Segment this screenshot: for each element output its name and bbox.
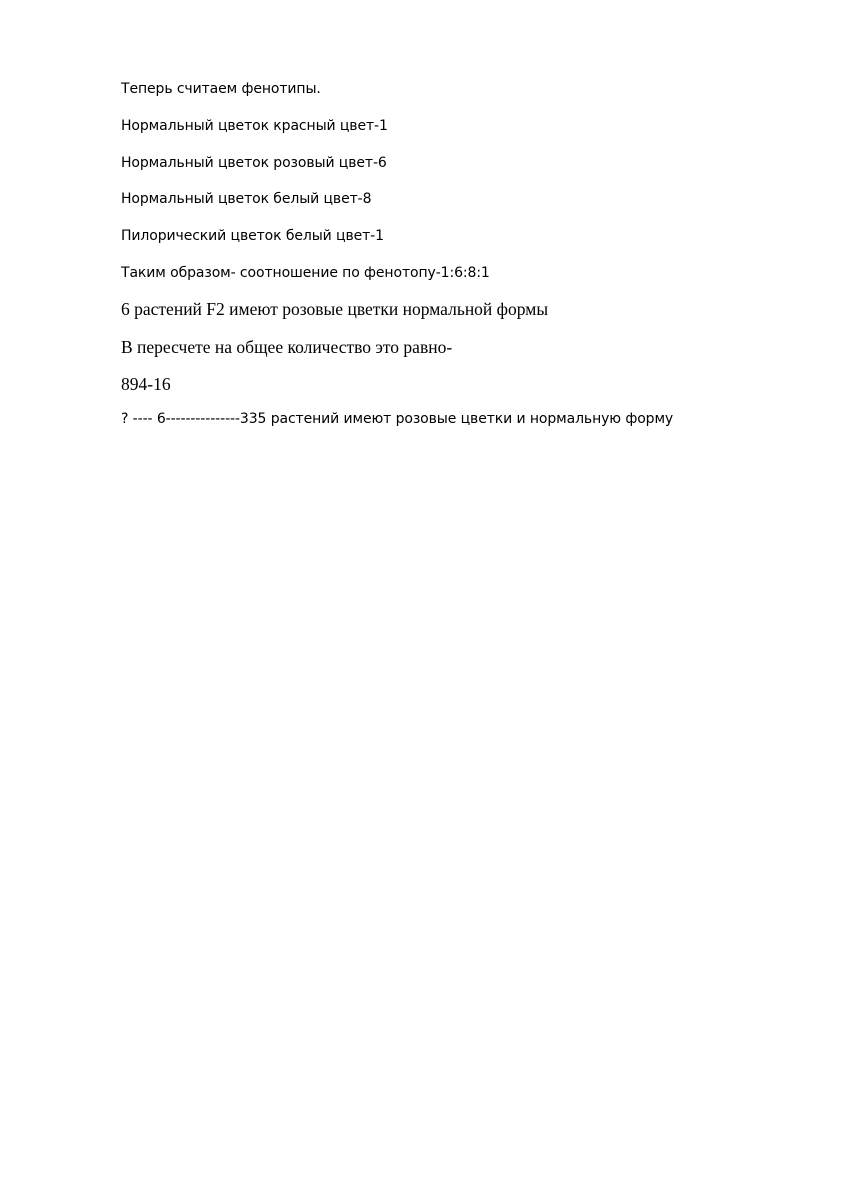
text-line-normal-red: Нормальный цветок красный цвет-1 xyxy=(121,118,388,134)
text-line-pyloric-white: Пилорический цветок белый цвет-1 xyxy=(121,228,384,244)
text-line-f2-pink-plants: 6 растений F2 имеют розовые цветки нормальной формы xyxy=(121,299,549,319)
text-line-normal-pink: Нормальный цветок розовый цвет-6 xyxy=(121,155,387,171)
text-line-normal-white: Нормальный цветок белый цвет-8 xyxy=(121,191,372,207)
text-line-phenotypes-intro: Теперь считаем фенотипы. xyxy=(121,81,321,97)
text-line-recalculation: В пересчете на общее количество это равно- xyxy=(121,337,453,357)
text-line-phenotype-ratio: Таким образом- соотношение по фенотопу-1:6:8:1 xyxy=(121,265,490,281)
text-line-result: ? ---- 6---------------335 растений имеют розовые цветки и нормальную форму xyxy=(121,411,674,427)
text-line-total-count: 894-16 xyxy=(121,374,171,394)
